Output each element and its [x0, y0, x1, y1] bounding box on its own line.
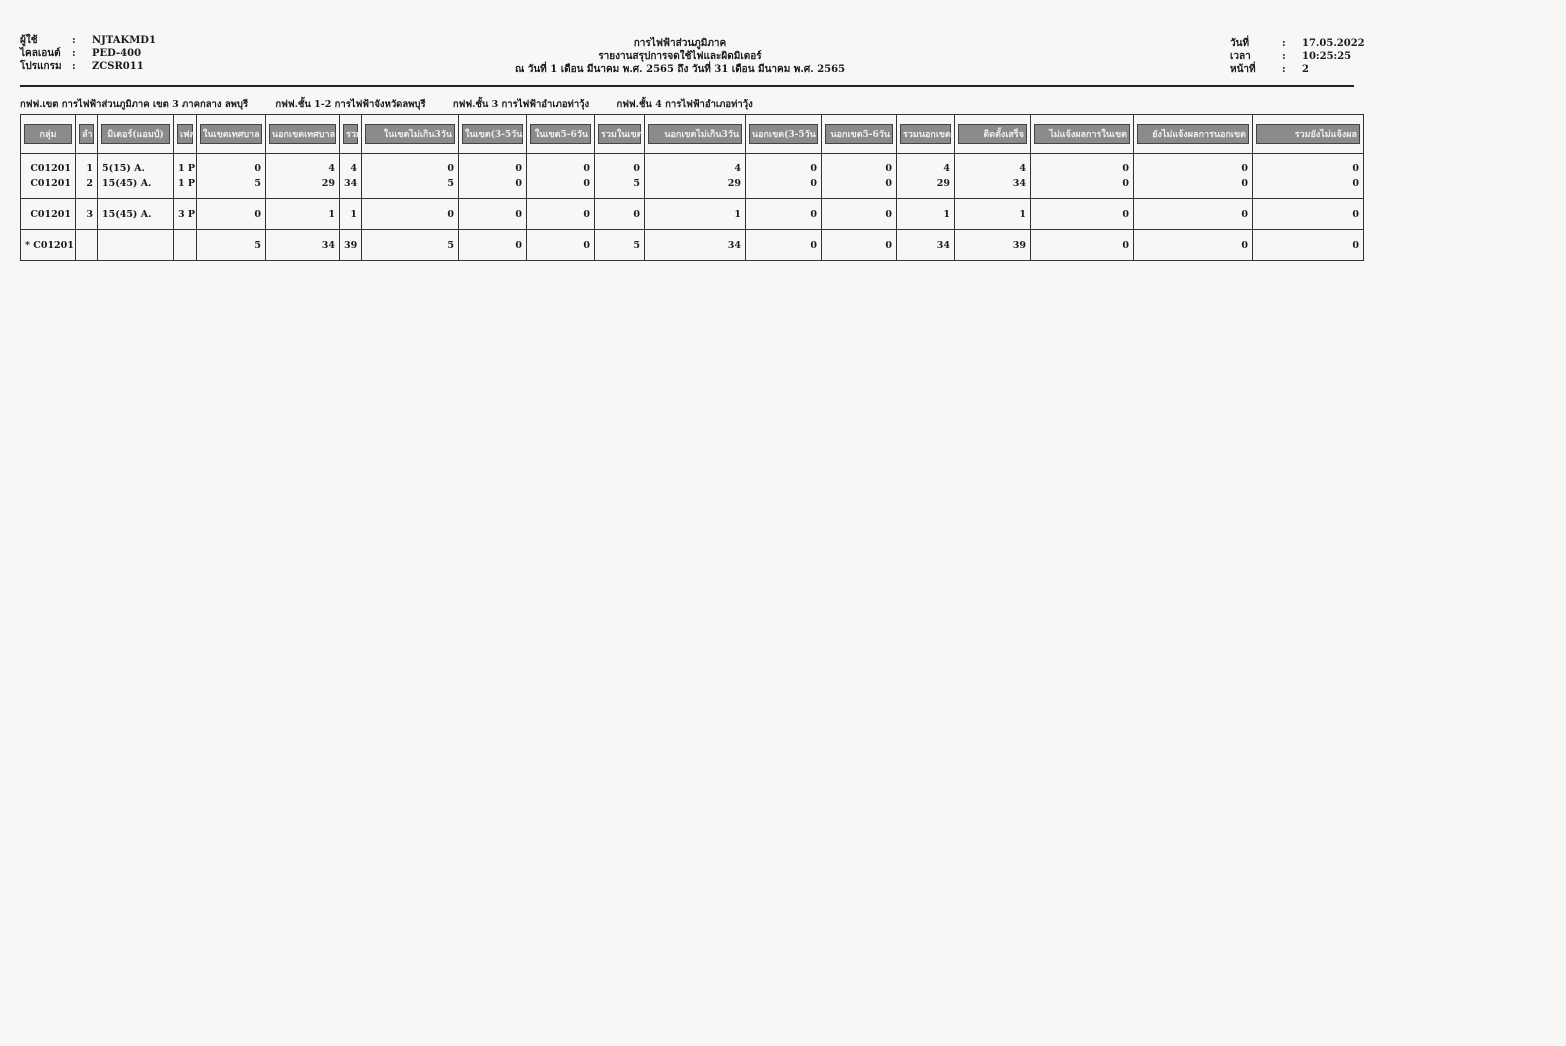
table-cell: [266, 154, 340, 199]
cell-value: 0: [810, 178, 817, 189]
col-header: นอกเขตเทศบาล: [266, 115, 340, 154]
table-cell: [955, 154, 1031, 199]
table-cell: [955, 199, 1031, 230]
cell-value: 0: [515, 208, 522, 220]
cell-value: 0: [583, 208, 590, 220]
cell-value: 3 P: [178, 208, 196, 220]
date-row: วันที่ : 17.05.2022: [1230, 38, 1365, 49]
table-cell: [76, 230, 98, 261]
cell-value: 0: [1352, 239, 1359, 251]
table-cell: [822, 199, 897, 230]
col-header: ลำ: [76, 115, 98, 154]
cell-value: 0: [1122, 163, 1129, 174]
cell-value: 5: [447, 239, 454, 251]
cell-value: 0: [583, 239, 590, 251]
table-cell: [746, 230, 822, 261]
cell-value: 0: [885, 208, 892, 220]
cell-value: 5(15) A.: [102, 163, 145, 174]
table-cell: [459, 154, 527, 199]
cell-value: * C01201: [25, 239, 74, 251]
cell-value: 0: [810, 163, 817, 174]
col-header: ยังไม่แจ้งผลการนอกเขต: [1134, 115, 1253, 154]
table-cell: [1134, 154, 1253, 199]
table-cell: [362, 199, 459, 230]
cell-value: 0: [583, 163, 590, 174]
table-cell: [98, 199, 174, 230]
table-cell: [955, 230, 1031, 261]
cell-value: 4: [943, 163, 950, 174]
table-cell: [340, 230, 362, 261]
col-header: นอกเขต5-6วัน: [822, 115, 897, 154]
cell-value: 0: [810, 208, 817, 220]
table-cell: [527, 154, 595, 199]
cell-value: 0: [254, 163, 261, 174]
cell-value: 5: [633, 178, 640, 189]
table-cell: [362, 154, 459, 199]
col-header: นอกเขต(3-5วัน: [746, 115, 822, 154]
table-cell: [98, 230, 174, 261]
cell-value: 0: [1352, 178, 1359, 189]
cell-value: 0: [1352, 208, 1359, 220]
col-header: เฟส: [174, 115, 197, 154]
office-level-1-2: กฟฟ.ชั้น 1-2 การไฟฟ้าจังหวัดลพบุรี: [275, 99, 426, 110]
cell-value: 15(45) A.: [102, 178, 152, 189]
cell-value: 2: [86, 178, 93, 189]
cell-value: 0: [447, 208, 454, 220]
table-cell: [1031, 199, 1134, 230]
cell-value: 1: [943, 208, 950, 220]
summary-table: [20, 114, 1364, 261]
cell-value: 0: [254, 208, 261, 220]
col-header: นอกเขตไม่เกิน3วัน: [645, 115, 746, 154]
cell-value: 1: [86, 163, 93, 174]
cell-value: 3: [86, 208, 93, 220]
report-name: รายงานสรุปการจดใช้ไฟและผิดมิเตอร์: [598, 51, 762, 62]
header-left: [20, 34, 156, 73]
table-cell: [822, 154, 897, 199]
table-cell: [595, 230, 645, 261]
cell-value: 1: [734, 208, 741, 220]
table-cell: [1134, 230, 1253, 261]
time-row: เวลา : 10:25:25: [1230, 51, 1352, 62]
cell-value: 0: [633, 163, 640, 174]
cell-value: 0: [515, 163, 522, 174]
col-header: ในเขตไม่เกิน3วัน: [362, 115, 459, 154]
table-cell: [1253, 199, 1364, 230]
cell-value: 5: [633, 239, 640, 251]
cell-value: 1 P: [178, 163, 196, 174]
cell-value: 1: [328, 208, 335, 220]
cell-value: 34: [727, 239, 741, 251]
table-cell: [1253, 154, 1364, 199]
cell-value: 39: [344, 239, 358, 251]
col-header: รวม: [340, 115, 362, 154]
table-row-group: [21, 154, 1364, 199]
table-cell: [21, 230, 76, 261]
table-cell: [595, 199, 645, 230]
table-cell: [527, 199, 595, 230]
header-divider: [20, 85, 1354, 87]
table-cell: [21, 199, 76, 230]
cell-value: 0: [1241, 163, 1248, 174]
table-cell: [595, 154, 645, 199]
cell-value: 0: [885, 178, 892, 189]
table-cell: [746, 199, 822, 230]
cell-value: 0: [515, 239, 522, 251]
col-header: มิเตอร์(แอมป์): [98, 115, 174, 154]
cell-value: 0: [1241, 178, 1248, 189]
table-cell: [197, 230, 266, 261]
program-row: โปรแกรม : ZCSR011: [20, 61, 144, 72]
client-row: ไคลเอนต์ : PED-400: [20, 48, 142, 59]
cell-value: C01201: [30, 208, 71, 220]
report-period: ณ วันที่ 1 เดือน มีนาคม พ.ศ. 2565 ถึง วันที่ 31 เดือน มีนาคม พ.ศ. 2565: [514, 64, 846, 75]
cell-value: 5: [254, 239, 261, 251]
table-cell: [645, 230, 746, 261]
cell-value: 0: [515, 178, 522, 189]
cell-value: C01201: [30, 178, 71, 189]
table-cell: [527, 230, 595, 261]
header-right: [1230, 37, 1365, 76]
table-cell: [1134, 199, 1253, 230]
col-header: ติดตั้งเสร็จ: [955, 115, 1031, 154]
col-header: ในเขต5-6วัน: [527, 115, 595, 154]
cell-value: 0: [885, 163, 892, 174]
cell-value: 4: [328, 163, 335, 174]
table-cell: [174, 199, 197, 230]
office-level-4: กฟฟ.ชั้น 4 การไฟฟ้าอำเภอท่าวุ้ง: [616, 99, 753, 110]
table-cell: [645, 154, 746, 199]
office-subheader: [20, 97, 777, 112]
table-header-row: [21, 115, 1364, 154]
cell-value: 0: [633, 208, 640, 220]
cell-value: 34: [321, 239, 335, 251]
table-cell: [174, 154, 197, 199]
cell-value: 29: [727, 178, 741, 189]
table-cell: [174, 230, 197, 261]
table-cell: [76, 154, 98, 199]
cell-value: 34: [344, 178, 358, 189]
col-header: ในเขตเทศบาล: [197, 115, 266, 154]
table-cell: [266, 230, 340, 261]
page-row: หน้าที่ : 2: [1230, 64, 1309, 75]
cell-value: 4: [1019, 163, 1026, 174]
cell-value: 1 P: [178, 178, 196, 189]
cell-value: 34: [1012, 178, 1026, 189]
cell-value: 29: [321, 178, 335, 189]
cell-value: 0: [1122, 208, 1129, 220]
cell-value: 0: [447, 163, 454, 174]
col-header: ไม่แจ้งผลการในเขต: [1031, 115, 1134, 154]
col-header: ในเขต(3-5วัน: [459, 115, 527, 154]
cell-value: 5: [254, 178, 261, 189]
table-row-group: [21, 230, 1364, 261]
table-cell: [266, 199, 340, 230]
cell-value: 0: [885, 239, 892, 251]
cell-value: 0: [1122, 239, 1129, 251]
col-header: รวมยังไม่แจ้งผล: [1253, 115, 1364, 154]
table-cell: [746, 154, 822, 199]
table-cell: [897, 199, 955, 230]
cell-value: 4: [350, 163, 357, 174]
cell-value: 0: [1122, 178, 1129, 189]
table-cell: [197, 154, 266, 199]
table-cell: [362, 230, 459, 261]
table-cell: [340, 199, 362, 230]
table-cell: [645, 199, 746, 230]
table-cell: [98, 154, 174, 199]
table-cell: [897, 154, 955, 199]
org-name: การไฟฟ้าส่วนภูมิภาค: [633, 38, 727, 49]
col-header: กลุ่ม: [21, 115, 76, 154]
table-cell: [897, 230, 955, 261]
table-row-group: [21, 199, 1364, 230]
table-body: [21, 154, 1364, 261]
cell-value: 15(45) A.: [102, 208, 152, 220]
office-region: กฟฟ.เขต การไฟฟ้าส่วนภูมิภาค เขต 3 ภาคกลาง ลพบุรี: [20, 99, 249, 110]
cell-value: 29: [936, 178, 950, 189]
cell-value: 0: [1241, 239, 1248, 251]
col-header: รวมในเขต: [595, 115, 645, 154]
cell-value: C01201: [30, 163, 71, 174]
table-cell: [76, 199, 98, 230]
table-cell: [340, 154, 362, 199]
cell-value: 34: [936, 239, 950, 251]
table-cell: [459, 199, 527, 230]
cell-value: 0: [810, 239, 817, 251]
table-cell: [459, 230, 527, 261]
cell-value: 1: [350, 208, 357, 220]
cell-value: 0: [1241, 208, 1248, 220]
cell-value: 4: [734, 163, 741, 174]
col-header: รวมนอกเขต: [897, 115, 955, 154]
cell-value: 0: [583, 178, 590, 189]
report-title: [460, 37, 900, 76]
table-cell: [1031, 154, 1134, 199]
user-row: ผู้ใช้ : NJTAKMD1: [20, 35, 156, 46]
table-cell: [1253, 230, 1364, 261]
table-cell: [197, 199, 266, 230]
cell-value: 5: [447, 178, 454, 189]
table-cell: [1031, 230, 1134, 261]
cell-value: 1: [1019, 208, 1026, 220]
cell-value: 39: [1012, 239, 1026, 251]
office-level-3: กฟฟ.ชั้น 3 การไฟฟ้าอำเภอท่าวุ้ง: [452, 99, 590, 110]
table-cell: [21, 154, 76, 199]
cell-value: 0: [1352, 163, 1359, 174]
table-cell: [822, 230, 897, 261]
